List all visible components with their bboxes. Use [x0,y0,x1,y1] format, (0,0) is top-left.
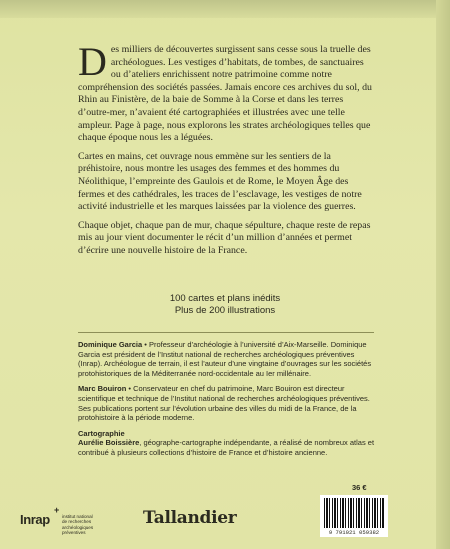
inrap-tagline-line: préventives [62,530,86,536]
inrap-tagline [62,514,132,536]
feature-illustrations: Plus de 200 illustrations [174,305,276,316]
divider [78,332,374,333]
blurb-paragraph-1 [78,39,376,145]
drop-cap: D [78,39,107,84]
isbn-number: 9 791021 059382 [328,529,380,536]
cover-top-edge [0,0,450,18]
bio-bouiron [78,384,376,422]
inrap-logo [20,505,60,529]
inrap-tagline-line: archéologiques [62,524,94,530]
inrap-tagline-line: institut national [62,514,93,519]
blurb-paragraph-3: Chaque objet, chaque pan de mur, chaque sépulture, chaque reste de repas mis au jour vient documenter le récit d’un million d’années et permet d’écrire une nouvelle histoire de la France. [78,219,371,256]
inrap-tagline-line: de recherches [62,519,92,525]
blurb [78,39,376,264]
inrap-logo-word: Inrap [20,512,50,527]
blurb-paragraph-1-text: es milliers de découvertes surgissent sans cesse sous la truelle des archéologues. Les vestiges d’habitats, de tombes, de sanctuaires ou d’ateliers enrichissent notre patrimoine comme notre compréhension des sociétés passées. Jamais encore ces archives du sol, du Rhin au Finistère, de la baie de Somme à la Corse et dans les terres d’outre-mer, n’avaient été cartographiées et illustrées avec une telle ampleur. Page à page, nous explorons les strates archéologiques telles que chaque époque nous les a léguées. [78,44,372,144]
bio-cartography [78,429,376,458]
author-bios [78,340,376,464]
author-name: Dominique Garcia [78,340,143,349]
credit-label: Cartographie [78,428,125,438]
author-name: Marc Bouiron [78,384,127,394]
features [80,293,370,317]
barcode [320,495,388,537]
cover-right-edge [436,0,450,549]
bio-text: • Professeur d’archéologie à l’université d’Aix-Marseille. Dominique Garcia est président de l’Institut national de recherches archéologiques préventives (Inrap). Archéologue de terrain, il est l’auteur d’une vingtaine d’ouvrages sur les sociétés protohistoriques de la Méditerranée nord-occidentale au Ier millénaire. [78,340,372,378]
blurb-paragraph-2: Cartes en mains, cet ouvrage nous emmène sur les sentiers de la préhistoire, nous montre les usages des femmes et des hommes du Néolithique, l’empreinte des Gaulois et de Rome, le Moyen Âge des fermes et des cathédrales, les traces de l’esclavage, les vestiges de notre activité industrielle et les marques laissées par la violence des guerres. [78,150,362,213]
feature-maps: 100 cartes et plans inédits [169,293,281,304]
bio-text: , géographe-cartographe indépendante, a réalisé de nombreux atlas et contribué à plusieurs collections d’histoire de France et d’histoire ancienne. [78,438,375,457]
inrap-plus-icon: + [54,505,60,515]
bio-text: • Conservateur en chef du patrimoine, Marc Bouiron est directeur scientifique et technique de l’Institut national de recherches archéologiques préventives. Ses publications portent sur l’évolution urbaine des villes du midi de la France, de la protohistoire à la période moderne. [78,384,370,423]
price: 36 € [352,483,367,492]
cartographer-name: Aurélie Boissière [78,438,140,448]
barcode-bars [324,498,384,528]
publisher-logo: Tallandier [143,508,237,528]
bio-garcia [78,340,376,378]
